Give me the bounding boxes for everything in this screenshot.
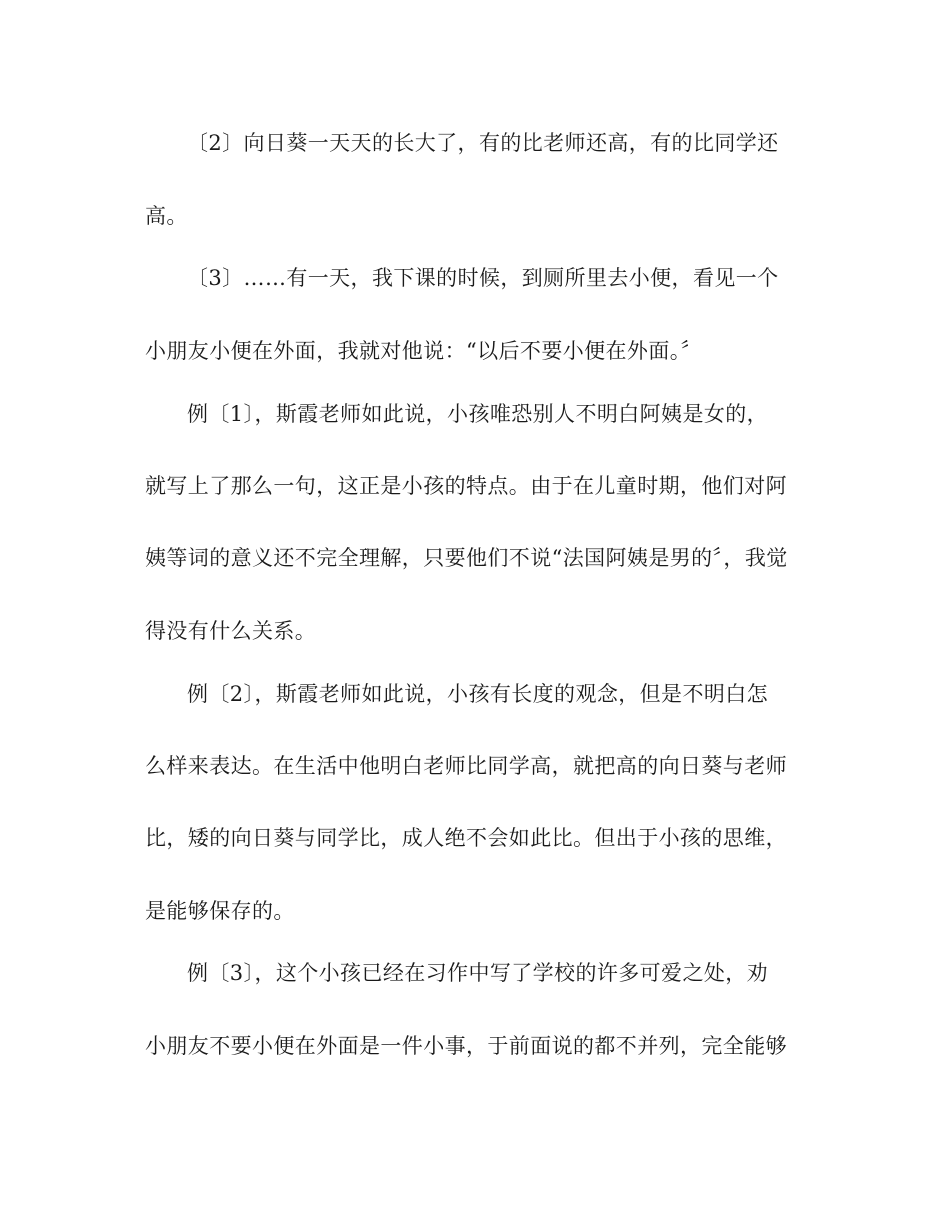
paragraph-line: 小朋友小便在外面，我就对他说：“以后不要小便在外面。〞 <box>145 339 703 363</box>
paragraph-line: 〔2〕向日葵一天天的长大了，有的比老师还高，有的比同学还 <box>187 131 779 155</box>
paragraph-line: 例〔3〕，这个小孩已经在习作中写了学校的许多可爱之处，劝 <box>187 961 769 985</box>
paragraph-line: 例〔1〕，斯霞老师如此说，小孩唯恐别人不明白阿姨是女的， <box>187 402 769 426</box>
paragraph-line: 么样来表达。在生活中他明白老师比同学高，就把高的向日葵与老师 <box>145 754 787 778</box>
paragraph-line: 是能够保存的。 <box>145 899 295 923</box>
paragraph-line: 比，矮的向日葵与同学比，成人绝不会如此比。但出于小孩的思维， <box>145 826 787 850</box>
paragraph-line: 高。 <box>145 204 188 228</box>
paragraph-line: 例〔2〕，斯霞老师如此说，小孩有长度的观念，但是不明白怎 <box>187 682 769 706</box>
paragraph-line: 得没有什么关系。 <box>145 619 317 643</box>
paragraph-line: 〔3〕……有一天，我下课的时候，到厕所里去小便，看见一个 <box>187 266 779 290</box>
paragraph-line: 姨等词的意义还不完全理解，只要他们不说“法国阿姨是男的〞，我觉 <box>145 546 788 570</box>
paragraph-line: 小朋友不要小便在外面是一件小事，于前面说的都不并列，完全能够 <box>145 1034 787 1058</box>
paragraph-line: 就写上了那么一句，这正是小孩的特点。由于在儿童时期，他们对阿 <box>145 474 787 498</box>
